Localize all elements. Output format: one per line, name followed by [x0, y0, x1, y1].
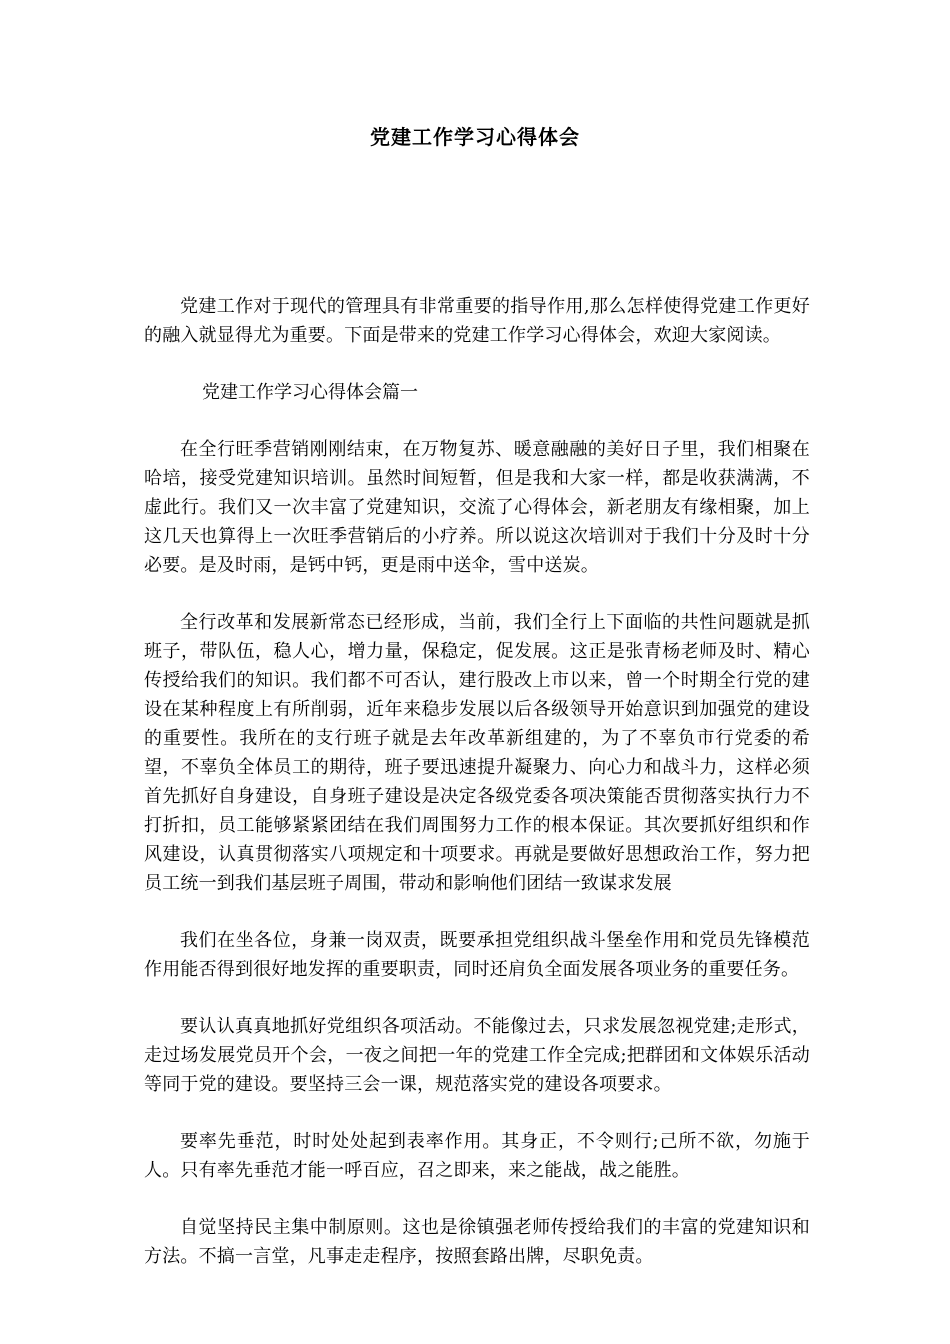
section-heading: 党建工作学习心得体会篇一 — [202, 382, 418, 403]
body-paragraph-6: 自觉坚持民主集中制原则。这也是徐镇强老师传授给我们的丰富的党建知识和方法。不搞一言堂，凡事走走程序，按照套路出牌，尽职免责。 — [144, 1217, 810, 1267]
intro-paragraph: 党建工作对于现代的管理具有非常重要的指导作用,那么怎样使得党建工作更好的融入就显得尤为重要。下面是带来的党建工作学习心得体会，欢迎大家阅读。 — [144, 296, 810, 346]
document-body — [144, 292, 810, 1299]
page-title: 党建工作学习心得体会 — [370, 125, 580, 149]
body-paragraph-2: 全行改革和发展新常态已经形成，当前，我们全行上下面临的共性问题就是抓班子，带队伍，稳人心，增力量，保稳定，促发展。这正是张青杨老师及时、精心传授给我们的知识。我们都不可否认，建行股改上市以来，曾一个时期全行党的建设在某种程度上有所削弱，近年来稳步发展以后各级领导开始意识到加强党的建设的重要性。我所在的支行班子就是去年改革新组建的，为了不辜负市行党委的希望，不辜负全体员工的期待，班子要迅速提升凝聚力、向心力和战斗力，这样必须首先抓好自身建设，自身班子建设是决定各级党委各项决策能否贯彻落实执行力不打折扣，员工能够紧紧团结在我们周围努力工作的根本保证。其次要抓好组织和作风建设，认真贯彻落实八项规定和十项要求。再就是要做好思想政治工作，努力把员工统一到我们基层班子周围，带动和影响他们团结一致谋求发展 — [144, 612, 810, 894]
body-paragraph-1: 在全行旺季营销刚刚结束，在万物复苏、暖意融融的美好日子里，我们相聚在哈培，接受党建知识培训。虽然时间短暂，但是我和大家一样，都是收获满满，不虚此行。我们又一次丰富了党建知识，交流了心得体会，新老朋友有缘相聚，加上这几天也算得上一次旺季营销后的小疗养。所以说这次培训对于我们十分及时十分必要。是及时雨，是钙中钙，更是雨中送伞，雪中送炭。 — [144, 439, 810, 576]
body-paragraph-4: 要认认真真地抓好党组织各项活动。不能像过去，只求发展忽视党建;走形式，走过场发展党员开个会，一夜之间把一年的党建工作全完成;把群团和文体娱乐活动等同于党的建设。要坚持三会一课，规范落实党的建设各项要求。 — [144, 1016, 810, 1095]
body-paragraph-3: 我们在坐各位，身兼一岗双责，既要承担党组织战斗堡垒作用和党员先锋模范作用能否得到很好地发挥的重要职责，同时还肩负全面发展各项业务的重要任务。 — [144, 930, 810, 980]
body-paragraph-5: 要率先垂范，时时处处起到表率作用。其身正，不令则行;己所不欲，勿施于人。只有率先垂范才能一呼百应，召之即来，来之能战，战之能胜。 — [144, 1131, 810, 1181]
